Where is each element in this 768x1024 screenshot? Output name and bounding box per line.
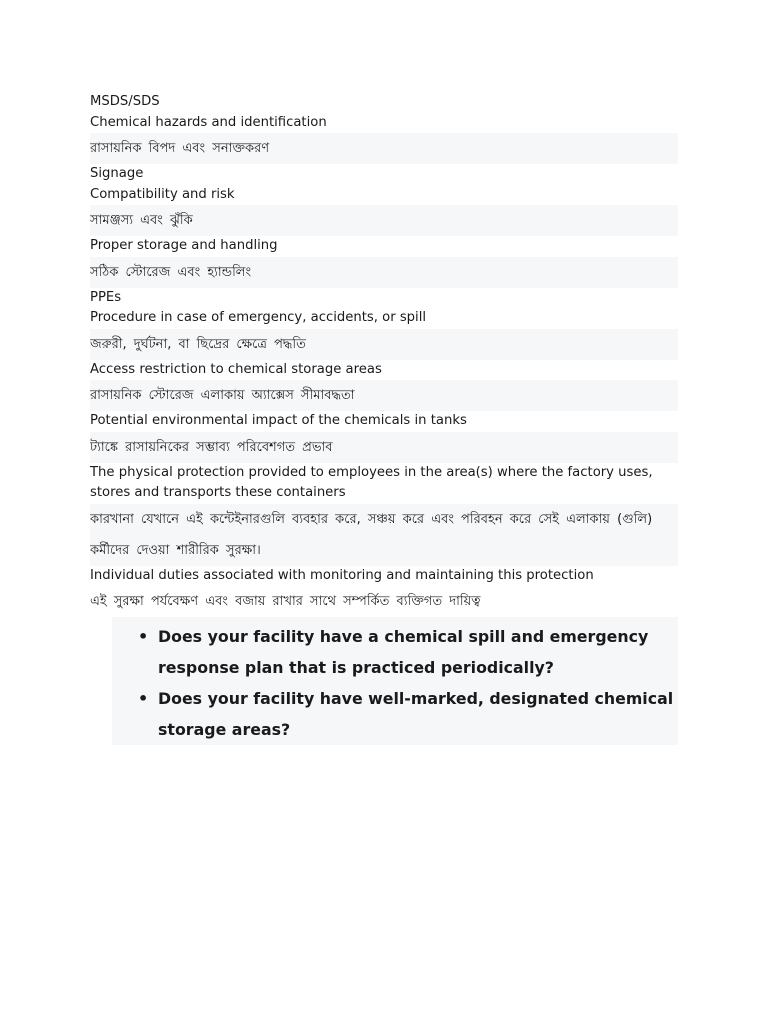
text-line: Chemical hazards and identification [90, 114, 327, 130]
text-line: Individual duties associated with monitoring and maintaining this protection [90, 567, 594, 583]
bangla-line: সামঞ্জস্য এবং ঝুঁকি [90, 205, 678, 236]
text-line: Compatibility and risk [90, 186, 235, 202]
bangla-line: রাসায়নিক স্টোরেজ এলাকায় অ্যাক্সেস সীমাবদ্ধতা [90, 380, 678, 411]
question-item [138, 621, 678, 683]
text-line: PPEs [90, 289, 122, 305]
text-line: Procedure in case of emergency, accidents, or spill [90, 310, 427, 325]
text-line: Signage [90, 166, 144, 181]
question-text: Does your facility have a chemical spill and emergency response plan that is practiced periodically? [158, 627, 649, 677]
bullet-icon: • [138, 627, 149, 646]
bullet-icon: • [138, 689, 149, 708]
bangla-line: এই সুরক্ষা পর্যবেক্ষণ এবং বজায় রাখার সাথে সম্পর্কিত ব্যক্তিগত দায়িত্ব [90, 586, 678, 617]
text-paragraph: The physical protection provided to employees in the area(s) where the factory uses, stores and transports these containers [90, 464, 653, 500]
bangla-line: রাসায়নিক বিপদ এবং সনাক্তকরণ [90, 133, 678, 164]
bangla-paragraph: কারখানা যেখানে এই কন্টেইনারগুলি ব্যবহার করে, সঞ্চয় করে এবং পরিবহন করে সেই এলাকায় (গুলি) কর্মীদের দেওয়া শারীরিক সুরক্ষা। [90, 504, 678, 566]
document-body [90, 92, 678, 745]
bangla-line: সঠিক স্টোরেজ এবং হ্যান্ডলিং [90, 257, 678, 288]
text-line: Potential environmental impact of the chemicals in tanks [90, 413, 467, 428]
bangla-line: ট্যাঙ্কে রাসায়নিকের সম্ভাব্য পরিবেশগত প্রভাব [90, 432, 678, 463]
text-line: Proper storage and handling [90, 238, 278, 253]
question-item [138, 683, 678, 745]
bangla-line: জরুরী, দুর্ঘটনা, বা ছিদ্রের ক্ষেত্রে পদ্ধতি [90, 329, 678, 360]
text-line: MSDS/SDS [90, 94, 160, 109]
question-text: Does your facility have well-marked, designated chemical storage areas? [158, 689, 674, 739]
text-line: Access restriction to chemical storage areas [90, 361, 382, 377]
question-list [112, 617, 678, 745]
